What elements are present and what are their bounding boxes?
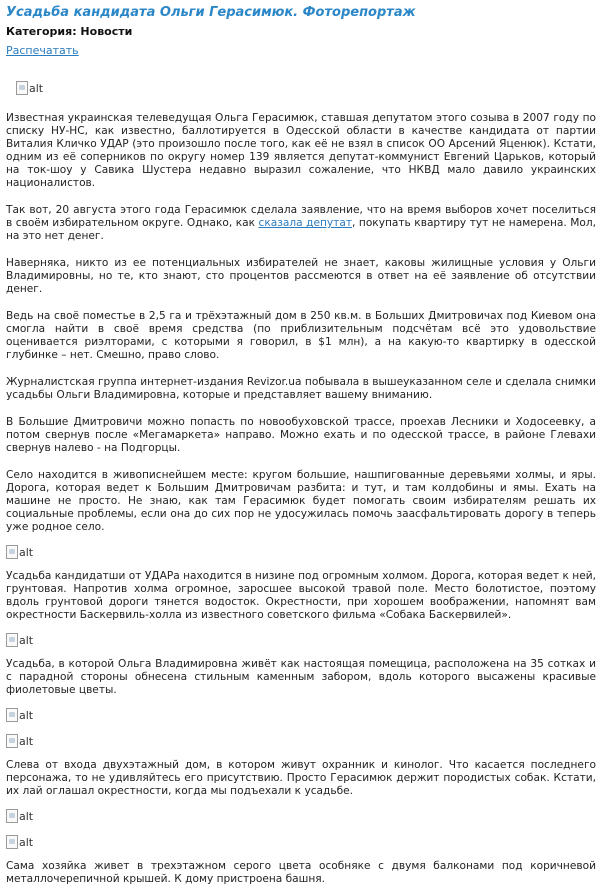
image-alt-text: alt <box>29 81 44 95</box>
image-alt-text: alt <box>19 545 34 559</box>
image-alt-text: alt <box>19 633 34 647</box>
paragraph: Усадьба кандидатши от УДАРа находится в низине под огромным холмом. Дорога, которая ведет к ней, грунтовая. Напротив холма огромное, заросшее высокой травой поле. Место болотистое, поэтому вдоль грунтовой дороги тянется водосток. Окрестности, при хорошем воображении, напомнят вам окрестности Баскервиль-холла из известного советского фильма «Собака Баскервилей». <box>6 570 596 621</box>
broken-image-icon <box>6 545 18 559</box>
paragraph: Село находится в живописнейшем месте: кругом большие, нашпигованные деревьями холмы, и яры. Дорога, которая ведет к Большим Дмитровичам разбита: и тут, и там колдобины и ямы. Ехать на машине не просто. Не знаю, как там Герасимюк будет помогать своим избирателям решать их социальные проблемы, если она до сих пор не удосужилась помочь заасфальтировать дорогу в теперь уже родное село. <box>6 469 596 533</box>
broken-image-icon <box>6 734 18 748</box>
paragraph: Слева от входа двухэтажный дом, в котором живут охранник и кинолог. Что касается последнего персонажа, то не удивляйтесь его присутствию. Просто Герасимюк держит породистых собак. Кстати, их лай оглашал окрестности, когда мы подъехали к усадьбе. <box>6 759 596 797</box>
article-category: Категория: Новости <box>6 25 133 38</box>
paragraph: Журналистская группа интернет-издания Revizor.ua побывала в вышеуказанном селе и сделала снимки усадьбы Ольги Владимировна, которые и представляет вашему вниманию. <box>6 376 596 401</box>
paragraph: Сама хозяйка живет в трехэтажном серого цвета особняке с двумя балконами под коричневой металлочерепичной крышей. К дому пристроена башня. <box>6 860 596 885</box>
photo-placeholder <box>6 731 596 751</box>
broken-image-icon <box>6 708 18 722</box>
photo-placeholder <box>6 705 596 725</box>
photo-placeholder <box>6 806 596 826</box>
print-link[interactable]: Распечатать <box>6 44 79 57</box>
image-alt-text: alt <box>19 809 34 823</box>
article-title: Усадьба кандидата Ольги Герасимюк. Фоторепортаж <box>6 5 416 20</box>
photo-placeholder <box>6 832 596 852</box>
broken-image-icon <box>16 81 28 95</box>
paragraph: Наверняка, никто из ее потенциальных избирателей не знает, каковы жилищные условия у Ольги Владимировны, но те, кто знают, сто процентов рассмеются в ответ на её заявление об отсутствии денег. <box>6 257 596 295</box>
photo-placeholder <box>16 78 596 98</box>
paragraph: Известная украинская телеведущая Ольга Герасимюк, ставшая депутатом этого созыва в 2007 году по списку НУ-НС, как известно, баллотируется в Одесской области в качестве кандидата от партии Виталия Кличко УДАР (это произошло после того, как её не взял в список ОО Арсений Яценюк). Кстати, одним из её соперников по округу номер 139 является депутат-коммунист Евгений Царьков, который на ток-шоу у Савика Шустера недавно выразил сожаление, что НКВД мало давило украинских националистов. <box>6 112 596 189</box>
paragraph: Усадьба, в которой Ольга Владимировна живёт как настоящая помещица, расположена на 35 сотках и с парадной стороны обнесена стильным каменным забором, вдоль которого высажены красивые фиолетовые цветы. <box>6 658 596 696</box>
broken-image-icon <box>6 633 18 647</box>
image-alt-text: alt <box>19 835 34 849</box>
photo-placeholder <box>6 542 596 562</box>
paragraph: Ведь на своё поместье в 2,5 га и трёхэтажный дом в 250 кв.м. в Больших Дмитровичах под Киевом она смогла найти в своё время средства (по приблизительным подсчётам всё это удовольствие оценивается риэлторами, с которыми я говорил, в $1 млн), а на какую-то квартирку в одесской глубинке – нет. Смешно, право слово. <box>6 310 596 361</box>
image-alt-text: alt <box>19 734 34 748</box>
photo-placeholder <box>6 630 596 650</box>
image-alt-text: alt <box>19 708 34 722</box>
quote-link[interactable]: сказала депутат <box>258 217 353 229</box>
paragraph: В Большие Дмитровичи можно попасть по новообуховской трассе, проехав Лесники и Ходосеевку, а потом свернув после «Мегамаркета» направо. Можно ехать и по одесской трассе, в районе Глевахи свернув налево - на Подгорцы. <box>6 416 596 454</box>
broken-image-icon <box>6 835 18 849</box>
paragraph: Так вот, 20 августа этого года Герасимюк сделала заявление, что на время выборов хочет поселиться в своём избирательном округе. Однако, как сказала депутат, покупать квартиру тут не намерена. Мол, на это нет денег. <box>6 204 596 242</box>
broken-image-icon <box>6 809 18 823</box>
